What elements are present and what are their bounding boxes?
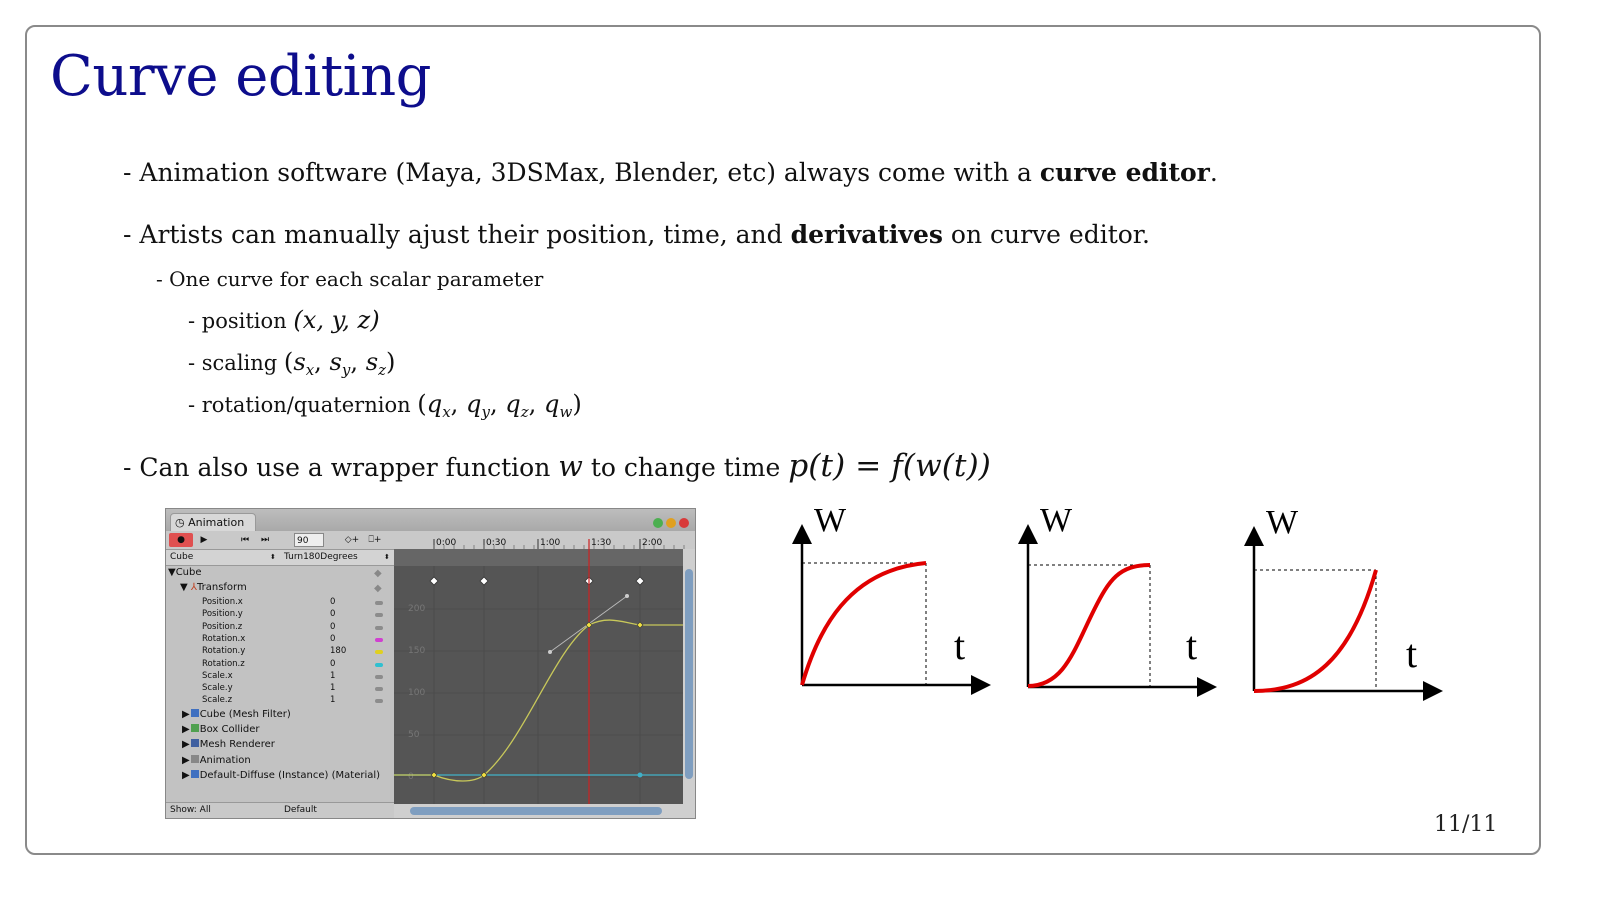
x-axis-arrow	[1197, 677, 1217, 697]
bold-term-curve-editor: curve editor	[1039, 158, 1210, 187]
window-tab-bar	[166, 509, 695, 532]
bullet-text: - Can also use a wrapper function	[123, 453, 559, 482]
prev-key-button[interactable]	[238, 533, 252, 547]
status-bar	[166, 802, 394, 818]
transform-icon: ⅄	[190, 582, 197, 593]
prev-key-icon: ⏮	[240, 535, 250, 545]
component-row[interactable]: ▶ Mesh Renderer	[182, 739, 275, 751]
timeline-label: 1:30	[591, 538, 612, 548]
component-icon	[191, 770, 199, 778]
play-icon: ▶	[200, 535, 208, 545]
component-row[interactable]: ▶ Box Collider	[182, 724, 260, 736]
expand-arrow-icon[interactable]: ▼	[168, 567, 176, 578]
warp-plot-svg	[1014, 510, 1219, 710]
property-value[interactable]: 0	[330, 658, 336, 669]
warp-plot-svg	[1240, 512, 1445, 712]
bullet-text-mid: to change time	[582, 453, 789, 482]
y-axis-arrow	[792, 524, 812, 544]
bullet-text: - Animation software (Maya, 3DSMax, Blender, etc) always come with a	[123, 158, 1040, 187]
expand-arrow-icon[interactable]: ▶	[182, 739, 190, 751]
play-button[interactable]	[196, 533, 212, 547]
warp-plot-ease-out	[788, 502, 993, 714]
curve-color-dot	[375, 699, 383, 703]
property-row[interactable]	[202, 646, 245, 656]
add-keyframe-button[interactable]	[342, 533, 362, 547]
axis-label-w: W	[814, 502, 847, 539]
timeline-label: 0:30	[486, 538, 507, 548]
bullet-derivatives	[123, 220, 1150, 249]
component-icon	[191, 755, 199, 763]
bullet-wrapper	[123, 448, 991, 484]
bullet-curve-editor	[123, 158, 1218, 187]
timeline-label: 2:00	[642, 538, 663, 548]
sub-bullet-rotation	[188, 390, 582, 421]
property-value[interactable]: 1	[330, 695, 336, 706]
value-label: 0	[408, 772, 414, 782]
keyframe-toggle-icon[interactable]: ◆	[374, 568, 382, 579]
curve-color-dot	[375, 650, 383, 654]
sub-bullet-scaling	[188, 348, 395, 379]
sub-bullet-position	[188, 306, 380, 334]
expand-arrow-icon[interactable]: ▼	[180, 582, 191, 593]
position-math: (x, y, z)	[293, 306, 380, 334]
curve-color-dot	[375, 687, 383, 691]
tree-item-cube[interactable]: ▼Cube	[168, 567, 202, 578]
warp-curve	[802, 563, 926, 685]
property-tree	[166, 566, 394, 804]
tab-animation[interactable]: ◷ Animation	[170, 513, 256, 531]
warp-plot-ease-in	[1240, 504, 1445, 716]
property-name: Position.x	[202, 597, 243, 607]
maximize-icon[interactable]	[653, 518, 663, 528]
property-name: Position.y	[202, 609, 243, 620]
property-value[interactable]: 180	[330, 646, 347, 657]
keyframe-strip	[394, 549, 685, 566]
property-row[interactable]	[202, 659, 245, 669]
property-value[interactable]: 0	[330, 621, 336, 632]
anim-toolbar	[166, 531, 394, 550]
property-name: Scale.x	[202, 670, 233, 681]
property-row[interactable]	[202, 671, 233, 681]
bullet-text-end: on curve editor.	[942, 220, 1150, 249]
clock-icon: ◷	[175, 516, 189, 529]
record-button[interactable]	[169, 533, 193, 547]
curve-color-dot	[375, 626, 383, 630]
show-filter[interactable]: Show: All	[170, 805, 211, 815]
y-axis-arrow	[1244, 526, 1264, 546]
warp-curve	[1028, 565, 1150, 686]
component-icon	[191, 709, 199, 717]
component-row[interactable]: ▶ Animation	[182, 754, 251, 766]
value-label: 200	[408, 604, 426, 614]
page-number: 11/11	[1434, 812, 1498, 837]
add-event-icon: ⎕+	[368, 535, 382, 545]
component-row[interactable]: ▶ Default-Diffuse (Instance) (Material)	[182, 769, 381, 781]
bold-term-derivatives: derivatives	[790, 220, 943, 249]
rotation-math: ($q_x$, $q_y$, $q_z$, $q_w$)	[417, 390, 582, 422]
curve-color-dot	[375, 675, 383, 679]
axis-label-w: W	[1266, 504, 1299, 541]
value-label: 50	[408, 730, 420, 740]
axis-label-t: t	[1186, 623, 1198, 668]
record-icon: ●	[177, 535, 185, 545]
math-p-of-t: p(t) = f(w(t))	[788, 448, 991, 484]
value-label: 100	[408, 688, 426, 698]
next-key-button[interactable]	[258, 533, 272, 547]
tree-item-transform[interactable]: ▼ ⅄Transform	[180, 582, 247, 593]
horizontal-scroll-thumb[interactable]	[410, 807, 662, 815]
property-value[interactable]: 1	[330, 683, 336, 694]
mode-select[interactable]: Default	[284, 805, 317, 815]
rotation-label: - rotation/quaternion	[188, 393, 418, 417]
curve-color-dot	[375, 613, 383, 617]
math-w: w	[558, 449, 583, 483]
warp-plot-ease-in-out	[1014, 502, 1219, 714]
bullet-text-end: .	[1209, 158, 1218, 187]
axis-label-w: W	[1040, 502, 1073, 539]
minimize-icon[interactable]	[666, 518, 676, 528]
curve-color-dot	[375, 601, 383, 605]
vertical-scrollbar[interactable]	[683, 549, 695, 805]
tangent-handle-point	[548, 650, 552, 654]
next-key-icon: ⏭	[260, 535, 270, 545]
curve-color-dot	[375, 638, 383, 642]
horizontal-scrollbar[interactable]	[394, 804, 696, 818]
keyframe-toggle-icon[interactable]: ◆	[374, 583, 382, 594]
value-label: 150	[408, 646, 426, 656]
x-axis-arrow	[971, 675, 991, 695]
updown-icon: ⬍	[270, 553, 276, 561]
axis-label-t: t	[954, 623, 966, 668]
expand-arrow-icon[interactable]: ▶	[182, 709, 190, 720]
x-axis-arrow	[1423, 681, 1443, 701]
expand-arrow-icon[interactable]: ▶	[182, 754, 190, 766]
close-icon[interactable]	[679, 518, 689, 528]
component-row[interactable]: ▶ Cube (Mesh Filter)	[182, 709, 291, 720]
bullet-text: - Artists can manually ajust their position, time, and	[123, 220, 791, 249]
curve-view[interactable]	[394, 531, 696, 819]
window-buttons	[650, 513, 689, 532]
expand-arrow-icon[interactable]: ▶	[182, 769, 190, 781]
property-name: Rotation.y	[202, 646, 246, 657]
property-name: Position.z	[202, 621, 243, 632]
component-icon	[191, 724, 199, 732]
add-key-icon: ◇+	[344, 535, 360, 545]
clip-select[interactable]: Turn180Degrees	[284, 552, 358, 562]
property-name: Scale.y	[202, 683, 233, 694]
vertical-scroll-thumb[interactable]	[685, 569, 693, 779]
position-label: - position	[188, 309, 294, 333]
frame-field[interactable]: 90	[294, 533, 324, 547]
property-name: Scale.z	[202, 695, 233, 706]
sub-bullet-scalar: - One curve for each scalar parameter	[156, 267, 544, 291]
property-value[interactable]: 0	[330, 597, 336, 607]
curve-keyframe	[638, 773, 643, 778]
property-row[interactable]	[202, 597, 243, 607]
curve-background	[394, 566, 685, 806]
scaling-math: ($s_x$, $s_y$, $s_z$)	[283, 348, 396, 380]
property-value[interactable]: 1	[330, 670, 336, 681]
component-icon	[191, 739, 199, 747]
object-select[interactable]: Cube	[170, 552, 194, 562]
curve-color-dot	[375, 663, 383, 667]
tangent-handle-point	[625, 594, 629, 598]
property-name: Rotation.z	[202, 658, 245, 669]
scaling-label: - scaling	[188, 351, 284, 375]
property-name: Rotation.x	[202, 633, 246, 644]
unity-animation-window	[165, 508, 696, 819]
warp-curve	[1254, 570, 1376, 691]
timeline-label: 1:00	[540, 538, 561, 548]
axis-label-t: t	[1406, 631, 1418, 676]
updown-icon: ⬍	[384, 553, 390, 561]
expand-arrow-icon[interactable]: ▶	[182, 724, 190, 736]
property-row[interactable]	[202, 622, 242, 632]
property-row[interactable]	[202, 683, 233, 693]
add-event-button[interactable]	[366, 533, 384, 547]
property-value[interactable]: 0	[330, 633, 336, 644]
property-row[interactable]	[202, 634, 245, 644]
property-row[interactable]	[202, 609, 243, 619]
timeline-label: 0:00	[436, 538, 457, 548]
warp-plot-svg	[788, 510, 993, 710]
property-value[interactable]: 0	[330, 609, 336, 620]
property-row[interactable]	[202, 695, 232, 705]
y-axis-arrow	[1018, 524, 1038, 544]
slide-title: Curve editing	[50, 44, 431, 109]
selection-row	[166, 550, 394, 566]
